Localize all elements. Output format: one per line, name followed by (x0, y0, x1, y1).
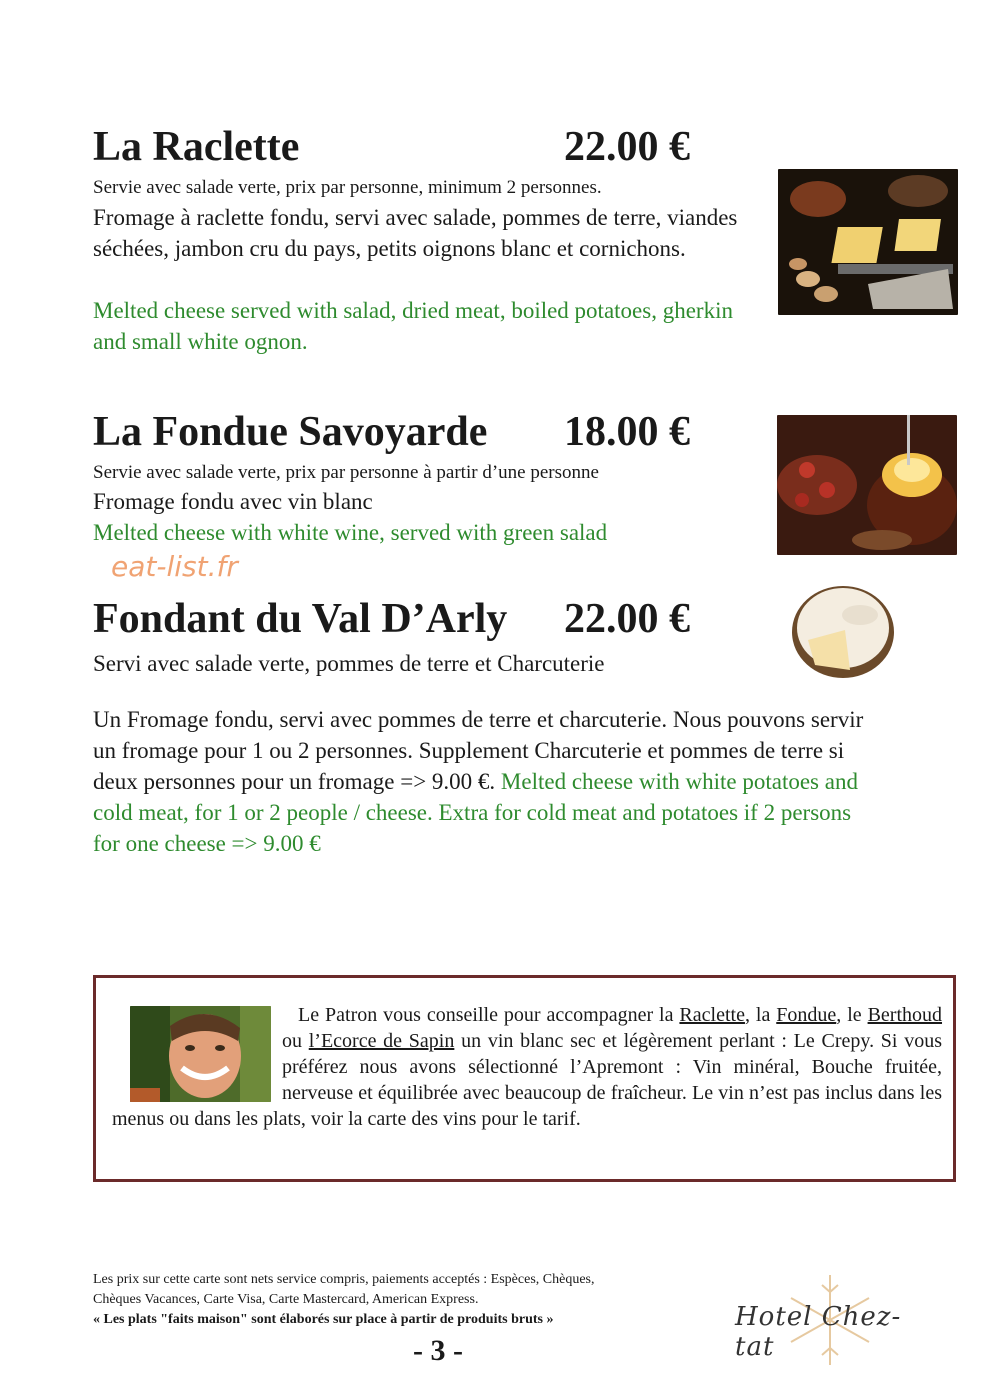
advice-intro: Le Patron vous conseille pour accompagner la (298, 1004, 680, 1026)
fondue-subtitle: Servie avec salade verte, prix par personne à partir d’une personne (93, 462, 599, 483)
hotel-signature-logo (735, 1270, 915, 1370)
link-berthoud[interactable]: Berthoud (867, 1004, 943, 1026)
watermark: eat-list.fr (111, 550, 238, 583)
footer-line-1: Les prix sur cette carte sont nets service compris, paiements acceptés : Espèces, Chèques, (93, 1272, 595, 1287)
footer-line-2: Chèques Vacances, Carte Visa, Carte Mastercard, American Express. (93, 1292, 479, 1307)
fondue-photo (777, 415, 957, 555)
fondant-subtitle: Servi avec salade verte, pommes de terre et Charcuterie (93, 651, 605, 676)
fondue-title: La Fondue Savoyarde (93, 409, 488, 455)
raclette-photo (778, 169, 958, 315)
raclette-description-fr: Fromage à raclette fondu, servi avec salade, pommes de terre, viandes séchées, jambon cru du pays, petits oignons blanc et cornichons. (93, 205, 738, 261)
raclette-subtitle: Servie avec salade verte, prix par personne, minimum 2 personnes. (93, 177, 602, 198)
fondant-description (93, 704, 883, 859)
footer-notes (93, 1270, 713, 1330)
fondue-price: 18.00 € (564, 409, 690, 455)
link-ecorce-de-sapin[interactable]: l’Ecorce de Sapin (308, 1030, 455, 1052)
fondue-description-en: Melted cheese with white wine, served with green salad (93, 520, 608, 545)
advice-text (112, 1002, 942, 1132)
fondant-price: 22.00 € (564, 596, 690, 642)
raclette-title: La Raclette (93, 124, 300, 170)
link-raclette[interactable]: Raclette (679, 1004, 745, 1026)
fondant-cheese-photo (790, 580, 896, 680)
advice-box (93, 975, 956, 1182)
advice-body: un vin blanc sec et légèrement perlant : Le Crepy. Si vous préférez nous avons sélectionné l’Apremont : Vin minéral, Bouche fruitée, nerveuse et équilibrée avec beaucoup de fraîcheur. Le vin n’est pas inclus dans les menus ou dans les plats, voir la carte des vins pour le tarif. (112, 1030, 942, 1130)
raclette-description-en: Melted cheese served with salad, dried meat, boiled potatoes, gherkin and small white ognon. (93, 298, 733, 354)
fondant-title: Fondant du Val D’Arly (93, 596, 508, 642)
footer-line-3: « Les plats "faits maison" sont élaborés sur place à partir de produits bruts » (93, 1312, 554, 1327)
fondant-description-en: Melted cheese with white potatoes and cold meat, for 1 or 2 people / cheese. Extra for cold meat and potatoes if 2 persons for one cheese => 9.00 € (93, 769, 858, 856)
hotel-signature: Hotel Chez-tat (735, 1302, 902, 1362)
fondue-description-fr: Fromage fondu avec vin blanc (93, 489, 373, 514)
raclette-price: 22.00 € (564, 124, 690, 170)
advice-sep2: , le (836, 1004, 868, 1026)
link-fondue[interactable]: Fondue (776, 1004, 837, 1026)
advice-sep3: ou (282, 1030, 309, 1052)
fondant-description-fr: Un Fromage fondu, servi avec pommes de terre et charcuterie. Nous pouvons servir un fromage pour 1 ou 2 personnes. Supplement Charcuterie et pommes de terre si deux personnes pour un fromage => 9.00 €. (93, 707, 864, 794)
page-number: - 3 - (413, 1334, 463, 1367)
advice-sep1: , la (744, 1004, 777, 1026)
